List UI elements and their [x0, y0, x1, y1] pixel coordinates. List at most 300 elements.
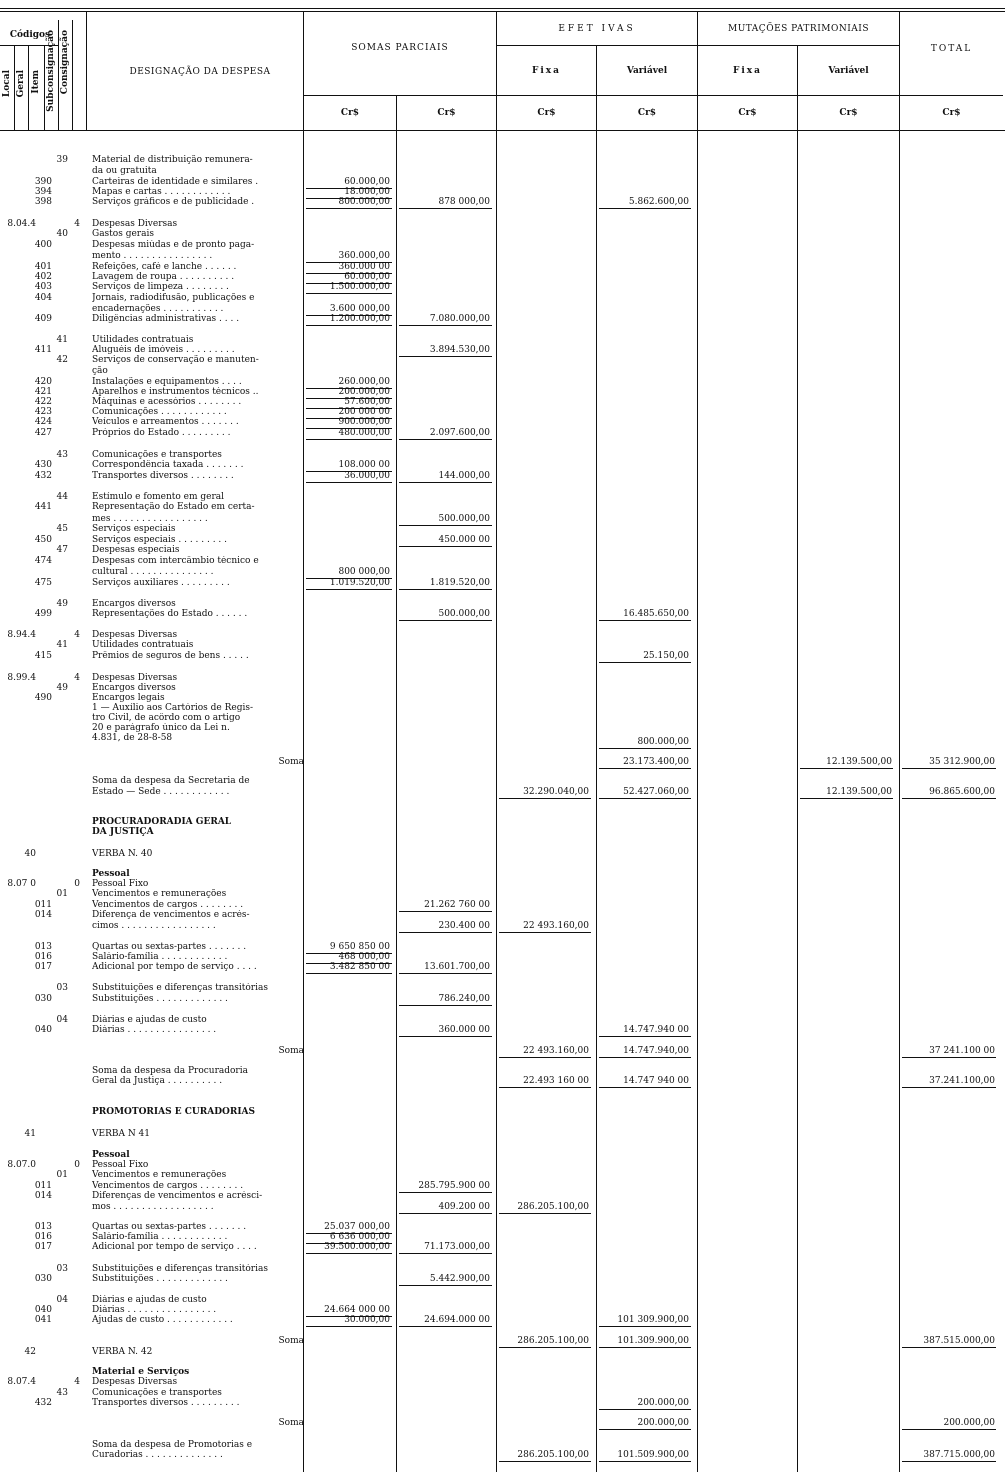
- soma-row: [0, 1336, 1005, 1346]
- header-somas-parciais: SOMAS PARCIAIS: [351, 43, 449, 53]
- table-row: [0, 535, 1005, 545]
- table-row: [0, 460, 1005, 470]
- code-cell: 041: [34, 1315, 52, 1325]
- code-cell: 030: [34, 994, 52, 1004]
- description-cell: Despesas Diversas: [92, 219, 178, 229]
- table-row: [0, 683, 1005, 693]
- amount-cell: 5.862.600,00: [628, 197, 689, 207]
- table-row: [0, 962, 1005, 972]
- table-row: [0, 197, 1005, 207]
- code-cell: 420: [34, 377, 52, 387]
- code-cell: 0: [74, 1160, 80, 1170]
- amount-rule: [599, 1429, 691, 1430]
- header-mutacoes: MUTAÇÕES PATRIMONIAIS: [728, 24, 869, 34]
- amount-rule: [599, 1036, 691, 1037]
- currency-label: Cr$: [637, 108, 657, 118]
- amount-rule: [499, 1213, 591, 1214]
- description-cell: Geral da Justiça . . . . . . . . . .: [92, 1076, 223, 1086]
- table-row: [0, 177, 1005, 187]
- amount-cell: 12.139.500,00: [826, 787, 892, 797]
- code-cell: 475: [34, 578, 52, 588]
- code-cell: 03: [56, 1264, 68, 1274]
- table-row: [0, 879, 1005, 889]
- description-cell: Estado — Sede . . . . . . . . . . . .: [92, 787, 230, 797]
- description-cell: Salário-família . . . . . . . . . . . .: [92, 1232, 228, 1242]
- header-fixa-efetivas: Fixa: [531, 66, 561, 76]
- table-row: [0, 407, 1005, 417]
- amount-cell: 500.000,00: [438, 514, 490, 524]
- description-cell: cultural . . . . . . . . . . . . . . .: [92, 567, 214, 577]
- table-row: [0, 1015, 1005, 1025]
- top-border: [0, 8, 1005, 9]
- code-cell: 4: [74, 630, 80, 640]
- code-cell: 8.07.4: [7, 1377, 36, 1387]
- amount-rule: [306, 325, 392, 326]
- description-cell: Utilidades contratuais: [92, 640, 194, 650]
- code-cell: 47: [56, 545, 68, 555]
- table-row: [0, 492, 1005, 502]
- description-cell: Pessoal Fixo: [92, 1160, 149, 1170]
- header-total: TOTAL: [930, 44, 973, 54]
- col-line-subconsig: [58, 20, 59, 130]
- table-row: [0, 1025, 1005, 1035]
- code-cell: 013: [34, 942, 52, 952]
- amount-cell: 60.000,00: [344, 177, 390, 187]
- code-cell: 490: [34, 693, 52, 703]
- section-heading: PROCURADORADIA GERAL: [92, 817, 232, 827]
- code-cell: 402: [34, 272, 52, 282]
- currency-label: Cr$: [738, 108, 757, 118]
- amount-rule: [902, 1087, 996, 1088]
- code-cell: 016: [34, 1232, 52, 1242]
- code-cell: 40: [24, 849, 36, 859]
- amount-cell: 52.427.060,00: [623, 787, 689, 797]
- table-row: [0, 502, 1005, 512]
- table-row: [0, 1066, 1005, 1076]
- amount-cell: 14.747.940 00: [623, 1025, 689, 1035]
- description-cell: Substituições . . . . . . . . . . . . .: [92, 1274, 228, 1284]
- description-cell: Refeições, café e lanche . . . . . .: [92, 262, 237, 272]
- description-cell: Substituições . . . . . . . . . . . . .: [92, 994, 228, 1004]
- amount-rule: [800, 768, 893, 769]
- amount-rule: [599, 1057, 691, 1058]
- header-geral: Geral: [16, 70, 26, 98]
- code-cell: 49: [56, 599, 68, 609]
- amount-cell: 286.205.100,00: [517, 1336, 589, 1346]
- table-row: [0, 1450, 1005, 1460]
- table-row: [0, 703, 1005, 713]
- amount-rule: [599, 768, 691, 769]
- code-cell: 398: [34, 197, 52, 207]
- amount-cell: 387.715.000,00: [923, 1450, 995, 1460]
- table-row: [0, 1315, 1005, 1325]
- description-cell: Instalações e equipamentos . . . .: [92, 377, 242, 387]
- amount-rule: [599, 620, 691, 621]
- amount-rule: [599, 1409, 691, 1410]
- amount-rule: [902, 1429, 996, 1430]
- code-cell: 04: [56, 1295, 68, 1305]
- code-cell: 42: [24, 1347, 36, 1357]
- table-row: [0, 1170, 1005, 1180]
- description-cell: Despesas Diversas: [92, 1377, 178, 1387]
- code-cell: 014: [34, 910, 52, 920]
- code-cell: 017: [34, 1242, 52, 1252]
- description-cell: Aparelhos e instrumentos técnicos ..: [92, 387, 259, 397]
- amount-cell: 18.000,00: [344, 187, 390, 197]
- description-cell: Soma: [278, 1336, 304, 1346]
- amount-rule: [902, 1057, 996, 1058]
- amount-rule: [306, 1326, 392, 1327]
- description-cell: Ajudas de custo . . . . . . . . . . . .: [92, 1315, 233, 1325]
- code-cell: 430: [34, 460, 52, 470]
- code-cell: 8.99.4: [7, 673, 36, 683]
- description-cell: Substituições e diferenças transitórias: [92, 983, 268, 993]
- amount-cell: 3.482 850 00: [329, 962, 390, 972]
- description-cell: Comunicações e transportes: [92, 1388, 222, 1398]
- currency-label: Cr$: [839, 108, 858, 118]
- amount-cell: 5.442.900,00: [429, 1274, 490, 1284]
- description-cell: Soma: [278, 1418, 304, 1428]
- section-heading: PROMOTORIAS E CURADORIAS: [92, 1107, 256, 1117]
- table-row: [0, 428, 1005, 438]
- description-cell: Despesas miúdas e de pronto paga-: [92, 240, 255, 250]
- code-cell: 014: [34, 1191, 52, 1201]
- amount-cell: 25.037 000,00: [324, 1222, 390, 1232]
- description-cell: Diárias . . . . . . . . . . . . . . . .: [92, 1305, 217, 1315]
- description-cell: da ou gratuita: [92, 166, 157, 176]
- amount-rule: [902, 1461, 996, 1462]
- header-bottom-border: [0, 130, 1005, 131]
- amount-rule: [306, 973, 392, 974]
- amount-cell: 200.000,00: [943, 1418, 995, 1428]
- table-row: [0, 1305, 1005, 1315]
- amount-cell: 387.515.000,00: [923, 1336, 995, 1346]
- code-cell: 41: [56, 640, 68, 650]
- amount-rule: [399, 589, 492, 590]
- table-row: [0, 1129, 1005, 1139]
- amount-rule: [499, 932, 591, 933]
- amount-rule: [399, 973, 492, 974]
- section-heading: DA JUSTIÇA: [92, 827, 154, 837]
- code-cell: 013: [34, 1222, 52, 1232]
- code-cell: 011: [34, 1181, 52, 1191]
- top-border-2: [0, 11, 1005, 12]
- description-cell: Diárias . . . . . . . . . . . . . . . .: [92, 1025, 217, 1035]
- amount-cell: 32.290.040,00: [523, 787, 589, 797]
- amount-cell: 71.173.000,00: [424, 1242, 490, 1252]
- code-cell: 441: [34, 502, 52, 512]
- code-cell: 41: [56, 335, 68, 345]
- amount-cell: 21.262 760 00: [424, 900, 490, 910]
- amount-cell: 39.500.000,00: [324, 1242, 390, 1252]
- amount-cell: 108.000 00: [338, 460, 390, 470]
- table-row: [0, 366, 1005, 376]
- amount-rule: [399, 1285, 492, 1286]
- table-row: [0, 1202, 1005, 1212]
- header-item: Item: [31, 70, 41, 94]
- description-cell: Serviços gráficos e de publicidade .: [92, 197, 255, 207]
- description-cell: Adicional por tempo de serviço . . . .: [92, 1242, 257, 1252]
- table-row: [0, 251, 1005, 261]
- code-cell: 403: [34, 282, 52, 292]
- table-row: [0, 1222, 1005, 1232]
- table-row: [0, 240, 1005, 250]
- description-cell: Vencimentos de cargos . . . . . . . .: [92, 1181, 244, 1191]
- amount-rule: [399, 325, 492, 326]
- table-row: [0, 921, 1005, 931]
- code-cell: 011: [34, 900, 52, 910]
- header-fixa-mutacoes: Fixa: [732, 66, 762, 76]
- amount-cell: 360.000 00: [438, 1025, 490, 1035]
- description-cell: ção: [92, 366, 108, 376]
- description-cell: Diferenças de vencimentos e acrésci-: [92, 1191, 263, 1201]
- table-row: [0, 869, 1005, 879]
- amount-cell: 12.139.500,00: [826, 757, 892, 767]
- amount-cell: 3.600 000,00: [329, 304, 390, 314]
- table-row: [0, 314, 1005, 324]
- amount-cell: 24.664 000 00: [324, 1305, 390, 1315]
- description-cell: Soma da despesa da Procuradoria: [92, 1066, 248, 1076]
- col-line-geral: [28, 45, 29, 130]
- amount-cell: 25.150,00: [643, 651, 689, 661]
- description-cell: mes . . . . . . . . . . . . . . . . .: [92, 514, 208, 524]
- table-row: [0, 1150, 1005, 1160]
- amount-rule: [599, 1087, 691, 1088]
- amount-cell: 360.000 00: [338, 262, 390, 272]
- amount-rule: [399, 1036, 492, 1037]
- table-row: [0, 1076, 1005, 1086]
- amount-rule: [399, 439, 492, 440]
- table-row: [0, 640, 1005, 650]
- description-cell: Diárias e ajudas de custo: [92, 1295, 207, 1305]
- description-cell: Representação do Estado em certa-: [92, 502, 255, 512]
- description-cell: Serviços auxiliares . . . . . . . . .: [92, 578, 230, 588]
- section-heading: Material e Serviços: [92, 1367, 190, 1377]
- amount-cell: 786.240,00: [438, 994, 490, 1004]
- amount-cell: 6 636 000,00: [329, 1232, 390, 1242]
- code-cell: 03: [56, 983, 68, 993]
- table-row: [0, 304, 1005, 314]
- code-cell: 390: [34, 177, 52, 187]
- table-row: [0, 293, 1005, 303]
- code-cell: 8.04.4: [7, 219, 36, 229]
- table-row: [0, 910, 1005, 920]
- amount-rule: [599, 208, 691, 209]
- currency-label: Cr$: [437, 108, 456, 118]
- amount-cell: 800.000,00: [637, 737, 689, 747]
- amount-rule: [399, 208, 492, 209]
- amount-rule: [399, 932, 492, 933]
- description-cell: Substituições e diferenças transitórias: [92, 1264, 268, 1274]
- amount-cell: 60.000,00: [344, 272, 390, 282]
- currency-label: Cr$: [340, 108, 360, 118]
- description-cell: Diárias e ajudas de custo: [92, 1015, 207, 1025]
- amount-rule: [599, 1326, 691, 1327]
- code-cell: 030: [34, 1274, 52, 1284]
- amount-cell: 286.205.100,00: [517, 1450, 589, 1460]
- table-row: [0, 693, 1005, 703]
- amount-rule: [599, 662, 691, 663]
- code-cell: 401: [34, 262, 52, 272]
- description-cell: Próprios do Estado . . . . . . . . .: [92, 428, 231, 438]
- table-row: [0, 630, 1005, 640]
- table-row: [0, 166, 1005, 176]
- code-cell: 43: [56, 1388, 68, 1398]
- description-cell: Veículos e arreamentos . . . . . . .: [92, 417, 239, 427]
- description-cell: Mapas e cartas . . . . . . . . . . . .: [92, 187, 231, 197]
- amount-cell: 900.000,00: [338, 417, 390, 427]
- amount-rule: [599, 798, 691, 799]
- amount-cell: 480.000,00: [338, 428, 390, 438]
- description-cell: VERBA N. 42: [92, 1347, 153, 1357]
- code-cell: 017: [34, 962, 52, 972]
- code-cell: 040: [34, 1305, 52, 1315]
- table-row: [0, 983, 1005, 993]
- description-cell: Despesas com intercâmbio técnico e: [92, 556, 259, 566]
- description-cell: Serviços especiais . . . . . . . . .: [92, 535, 228, 545]
- table-row: [0, 827, 1005, 837]
- description-cell: Serviços especiais: [92, 524, 176, 534]
- amount-cell: 500.000,00: [438, 609, 490, 619]
- amount-rule: [499, 798, 591, 799]
- table-row: [0, 1242, 1005, 1252]
- amount-cell: 1.019.520,00: [329, 578, 390, 588]
- table-row: [0, 272, 1005, 282]
- code-cell: 01: [56, 1170, 68, 1180]
- table-row: [0, 776, 1005, 786]
- code-cell: 411: [34, 345, 52, 355]
- amount-cell: 409.200 00: [438, 1202, 490, 1212]
- description-cell: Lavagem de roupa . . . . . . . . . .: [92, 272, 235, 282]
- amount-cell: 101 309.900,00: [617, 1315, 689, 1325]
- amount-cell: 9 650 850 00: [329, 942, 390, 952]
- table-row: [0, 377, 1005, 387]
- col-line-local: [14, 45, 15, 130]
- amount-cell: 37.241.100,00: [929, 1076, 995, 1086]
- description-cell: Material de distribuição remunera-: [92, 155, 253, 165]
- table-row: [0, 1388, 1005, 1398]
- table-row: [0, 1367, 1005, 1377]
- code-cell: 0: [74, 879, 80, 889]
- description-cell: Adicional por tempo de serviço . . . .: [92, 962, 257, 972]
- table-row: [0, 335, 1005, 345]
- amount-cell: 24.694.000 00: [424, 1315, 490, 1325]
- amount-cell: 1.500.000,00: [329, 282, 390, 292]
- amount-rule: [399, 620, 492, 621]
- amount-cell: 800 000,00: [338, 567, 390, 577]
- description-cell: Quartas ou sextas-partes . . . . . . .: [92, 1222, 247, 1232]
- header-variavel-efetivas: Variável: [626, 66, 668, 76]
- amount-cell: 7.080.000,00: [429, 314, 490, 324]
- table-row: [0, 952, 1005, 962]
- amount-cell: 286.205.100,00: [517, 1202, 589, 1212]
- code-cell: 404: [34, 293, 52, 303]
- table-row: [0, 817, 1005, 827]
- amount-cell: 1.200.000,00: [329, 314, 390, 324]
- amount-cell: 22.493 160 00: [523, 1076, 589, 1086]
- code-cell: 422: [34, 397, 52, 407]
- description-cell: Prêmios de seguros de bens . . . . .: [92, 651, 249, 661]
- amount-cell: 200 000 00: [338, 407, 390, 417]
- description-cell: Transportes diversos . . . . . . . .: [92, 471, 234, 481]
- description-cell: Despesas especiais: [92, 545, 180, 555]
- table-row: [0, 1181, 1005, 1191]
- code-cell: 400: [34, 240, 52, 250]
- table-row: [0, 282, 1005, 292]
- amount-cell: 57.600,00: [344, 397, 390, 407]
- description-cell: Vencimentos de cargos . . . . . . . .: [92, 900, 244, 910]
- table-row: [0, 737, 1005, 747]
- amount-rule: [306, 1253, 392, 1254]
- amount-rule: [599, 748, 691, 749]
- amount-cell: 37 241.100 00: [929, 1046, 995, 1056]
- description-cell: 1 — Auxílio aos Cartórios de Regis-: [92, 703, 254, 713]
- description-cell: Soma da despesa da Secretaria de: [92, 776, 250, 786]
- description-cell: mento . . . . . . . . . . . . . . . .: [92, 251, 213, 261]
- table-row: [0, 545, 1005, 555]
- amount-cell: 35 312.900,00: [929, 757, 995, 767]
- description-cell: Estímulo e fomento em geral: [92, 492, 225, 502]
- description-cell: Vencimentos e remunerações: [92, 889, 227, 899]
- amount-cell: 260.000,00: [338, 377, 390, 387]
- code-cell: 423: [34, 407, 52, 417]
- amount-rule: [499, 1057, 591, 1058]
- header-consignacao: Consignação: [60, 30, 70, 95]
- code-cell: 432: [34, 471, 52, 481]
- amount-rule: [399, 1005, 492, 1006]
- amount-cell: 1.819.520,00: [429, 578, 490, 588]
- header-variavel-mutacoes: Variável: [828, 66, 869, 76]
- description-cell: VERBA N 41: [92, 1129, 151, 1139]
- header-efetivas: EFET IVAS: [558, 24, 636, 34]
- table-row: [0, 713, 1005, 723]
- amount-rule: [399, 1213, 492, 1214]
- description-cell: Comunicações e transportes: [92, 450, 222, 460]
- description-cell: cimos . . . . . . . . . . . . . . . . .: [92, 921, 216, 931]
- table-row: [0, 417, 1005, 427]
- description-cell: Encargos diversos: [92, 683, 176, 693]
- table-row: [0, 1398, 1005, 1408]
- header-local: Local: [2, 70, 12, 98]
- amount-cell: 878 000,00: [438, 197, 490, 207]
- code-cell: 01: [56, 889, 68, 899]
- amount-rule: [306, 482, 392, 483]
- code-cell: 499: [34, 609, 52, 619]
- description-cell: Máquinas e acessórios . . . . . . . .: [92, 397, 242, 407]
- table-row: [0, 787, 1005, 797]
- code-cell: 427: [34, 428, 52, 438]
- code-cell: 45: [56, 524, 68, 534]
- amount-rule: [499, 1461, 591, 1462]
- description-cell: Transportes diversos . . . . . . . . .: [92, 1398, 240, 1408]
- description-cell: Encargos legais: [92, 693, 165, 703]
- code-cell: 4: [74, 1377, 80, 1387]
- table-row: [0, 1264, 1005, 1274]
- description-cell: Soma: [278, 757, 304, 767]
- table-row: [0, 229, 1005, 239]
- table-row: [0, 187, 1005, 197]
- amount-cell: 14.747 940 00: [623, 1076, 689, 1086]
- code-cell: 421: [34, 387, 52, 397]
- amount-cell: 101.509.900,00: [617, 1450, 689, 1460]
- amount-rule: [399, 1253, 492, 1254]
- code-cell: 450: [34, 535, 52, 545]
- header-codigos: Códigos: [9, 30, 51, 40]
- table-row: [0, 723, 1005, 733]
- amount-cell: 16.485.650,00: [623, 609, 689, 619]
- table-row: [0, 1377, 1005, 1387]
- amount-cell: 101.309.900,00: [617, 1336, 689, 1346]
